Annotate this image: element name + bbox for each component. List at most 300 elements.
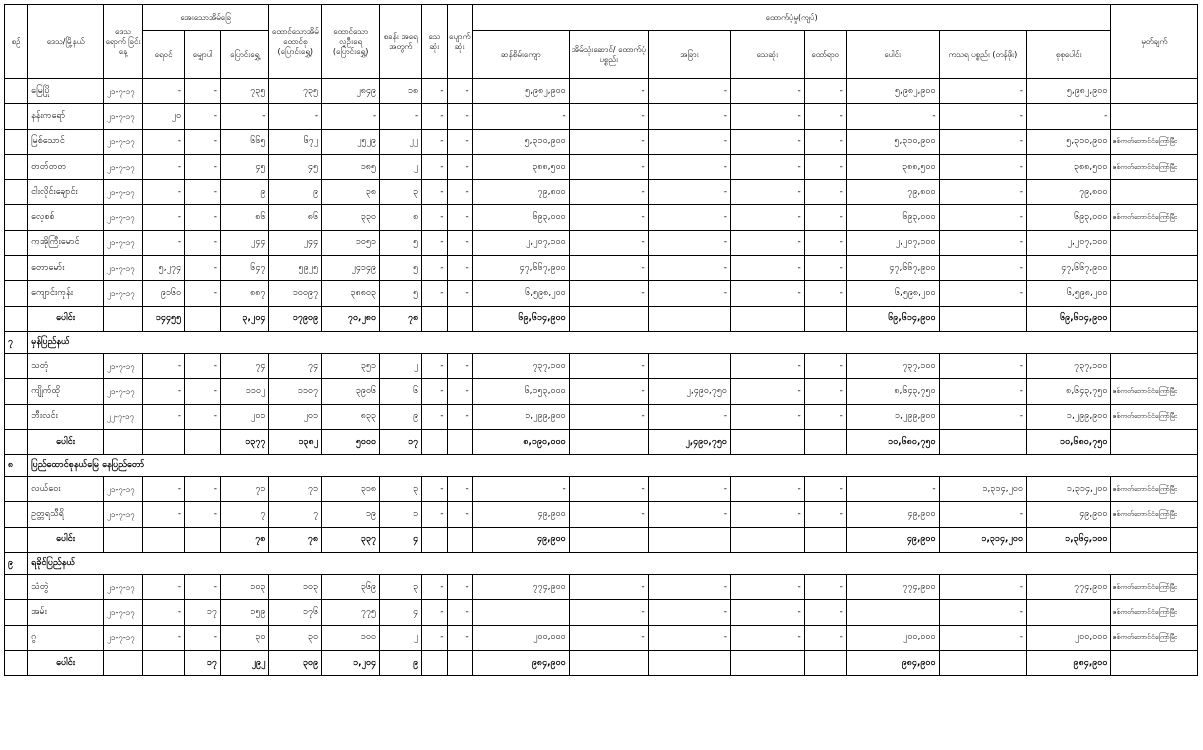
cell-camp: ၂၂: [380, 129, 422, 154]
cell-food: -: [569, 575, 648, 600]
cell-tot: -: [846, 104, 939, 129]
subtotal-gt: ၁,၃၆၄,၁၀၀: [1027, 527, 1111, 552]
cell-name: သံတွဲ: [28, 575, 104, 600]
cell-dead: -: [422, 353, 447, 378]
subtotal-b: [185, 527, 221, 552]
empty-cell: [5, 429, 28, 454]
cell-tot: ၂,၂၀၇,၁၀၀: [846, 230, 939, 255]
cell-date: ၂၁-၇-၁၇: [104, 180, 143, 205]
cell-note: ဧစ်ကတ်ဘောင်ငံကြော်မြီး: [1111, 129, 1198, 154]
cell-name: နန်းကရော်: [28, 104, 104, 129]
subtotal-tot: ၁၀,၆၈၀,၇၅၀: [846, 429, 939, 454]
cell-pop: ၈၃၃: [322, 404, 380, 429]
subtotal-c: ၁၃၇၇: [220, 429, 268, 454]
row-number-cell: [5, 477, 28, 502]
cell-pop: ၃၈၈၀၃: [322, 281, 380, 306]
cell-date: ၂၁-၇-၁၇: [104, 600, 143, 625]
cell-b: -: [185, 502, 221, 527]
cell-gt: ၄၉,၉၀၀: [1027, 502, 1111, 527]
subtotal-o2: [730, 650, 804, 675]
cell-a: -: [143, 575, 185, 600]
row-number-cell: [5, 79, 28, 104]
cell-cash: ၄၇,၆၆၇,၉၀၀: [472, 256, 569, 281]
cell-miss: -: [447, 129, 472, 154]
subtotal-cash: ၈,၁၉၀,၀၀၀: [472, 429, 569, 454]
cell-miss: -: [447, 600, 472, 625]
cell-hh: ၇၃၅: [269, 79, 322, 104]
cell-pop: ၁၈၅: [322, 154, 380, 179]
cell-o3: -: [804, 625, 846, 650]
subtotal-gt: ၁၀,၆၈၀,၇၅၀: [1027, 429, 1111, 454]
subtotal-a: ၁၄၄၅၅: [143, 306, 185, 331]
cell-b: -: [185, 353, 221, 378]
subtotal-a: [143, 429, 185, 454]
table-row: [5, 575, 1198, 600]
cell-name: သတုံ: [28, 353, 104, 378]
cell-o2: -: [730, 404, 804, 429]
subtotal-name: ပေါင်း: [28, 527, 104, 552]
cell-cash: [472, 600, 569, 625]
cell-c: ၁၅၉: [220, 600, 268, 625]
cell-o1: -: [648, 404, 730, 429]
cell-hh: ၄၅: [269, 154, 322, 179]
cell-o4: -: [939, 404, 1026, 429]
cell-dead: -: [422, 379, 447, 404]
cell-o1: -: [648, 477, 730, 502]
subtotal-name: ပေါင်း: [28, 650, 104, 675]
cell-pop: ၃၁၈: [322, 477, 380, 502]
cell-miss: -: [447, 154, 472, 179]
cell-camp: ၂: [380, 625, 422, 650]
cell-date: ၂၁-၇-၁၇: [104, 129, 143, 154]
subtotal-o1: [648, 306, 730, 331]
cell-camp: ၆: [380, 379, 422, 404]
cell-name: ကျောင်းကုန်း: [28, 281, 104, 306]
cell-tot: ၇၃၇,၁၀၀: [846, 353, 939, 378]
subtotal-o2: [730, 306, 804, 331]
col-aid-other3-header: ထော်ရာဝ: [804, 31, 846, 79]
subtotal-dead: [422, 650, 447, 675]
subtotal-dead: [422, 429, 447, 454]
report-body: [5, 79, 1198, 676]
cell-o1: -: [648, 129, 730, 154]
cell-miss: -: [447, 205, 472, 230]
col-washed-header: မျှောပါ: [185, 31, 221, 79]
cell-tot: [846, 600, 939, 625]
cell-c: ၂၄၄: [220, 230, 268, 255]
subtotal-note: [1111, 429, 1198, 454]
cell-name: ငါးလိုင်းချောင်း: [28, 180, 104, 205]
cell-dead: -: [422, 600, 447, 625]
cell-miss: -: [447, 477, 472, 502]
cell-food: -: [569, 477, 648, 502]
col-remarks-header: မှတ်ချက်: [1111, 5, 1198, 79]
section-header-row: [5, 455, 1198, 477]
subtotal-dead: [422, 527, 447, 552]
cell-date: ၂၁-၇-၁၇: [104, 625, 143, 650]
subtotal-row: [5, 429, 1198, 454]
cell-o4: -: [939, 104, 1026, 129]
subtotal-o4: ၁,၃၁၄,၂၀၀: [939, 527, 1026, 552]
cell-cash: ၂၀၀,၀၀၀: [472, 625, 569, 650]
cell-c: ၉: [220, 180, 268, 205]
cell-o4: -: [939, 154, 1026, 179]
empty-cell: [104, 527, 143, 552]
table-row: [5, 230, 1198, 255]
cell-cash: ၆,၁၅၃,၀၀၀: [472, 379, 569, 404]
cell-note: [1111, 353, 1198, 378]
cell-o1: -: [648, 79, 730, 104]
subtotal-b: [185, 306, 221, 331]
section-title: ရခိုင်ပြည်နယ်: [28, 553, 1198, 575]
cell-date: ၂၁-၇-၁၇: [104, 205, 143, 230]
row-number-cell: [5, 625, 28, 650]
cell-note: ဧစ်ကတ်ဘောင်ငံကြော်မြီး: [1111, 205, 1198, 230]
row-number-cell: [5, 180, 28, 205]
cell-cash: ၁,၂၉၉,၉၀၀: [472, 404, 569, 429]
table-row: [5, 154, 1198, 179]
cell-food: -: [569, 129, 648, 154]
cell-o1: -: [648, 281, 730, 306]
subtotal-o3: [804, 527, 846, 552]
cell-dead: -: [422, 79, 447, 104]
cell-a: ၂၀: [143, 104, 185, 129]
cell-food: -: [569, 79, 648, 104]
aid-group-header: ထောက်ပံ့မှု(ကျပ်): [472, 5, 1111, 31]
cell-o2: -: [730, 79, 804, 104]
cell-hh: ၁၀၃: [269, 575, 322, 600]
row-number-cell: [5, 256, 28, 281]
cell-pop: ၇၇၅: [322, 600, 380, 625]
cell-b: -: [185, 256, 221, 281]
cell-cash: ၃၈၈,၅၀၀: [472, 154, 569, 179]
section-title: မှန်ပြည်နယ်: [28, 331, 1198, 353]
subtotal-miss: [447, 650, 472, 675]
cell-o1: -: [648, 154, 730, 179]
table-row: [5, 281, 1198, 306]
subtotal-food: [569, 527, 648, 552]
cell-dead: -: [422, 129, 447, 154]
subtotal-miss: [447, 527, 472, 552]
cell-dead: -: [422, 625, 447, 650]
cell-food: -: [569, 281, 648, 306]
cell-o4: -: [939, 256, 1026, 281]
row-number-cell: [5, 104, 28, 129]
cell-cash: ၇၉,၈၀၀: [472, 180, 569, 205]
subtotal-o1: [648, 650, 730, 675]
cell-pop: ၂၄၁၄၉: [322, 256, 380, 281]
cell-name: ကအိုကြီးမောင်: [28, 230, 104, 255]
subtotal-note: [1111, 527, 1198, 552]
row-number-cell: [5, 404, 28, 429]
cell-hh: ၈၆: [269, 205, 322, 230]
cell-dead: -: [422, 230, 447, 255]
cell-o4: -: [939, 180, 1026, 205]
cell-pop: ၁၀၅၁: [322, 230, 380, 255]
subtotal-note: [1111, 306, 1198, 331]
empty-cell: [5, 527, 28, 552]
col-aid-other2-header: သေဆုံး: [730, 31, 804, 79]
cell-dead: -: [422, 281, 447, 306]
row-number-cell: [5, 600, 28, 625]
subtotal-o3: [804, 650, 846, 675]
section-title: ပြည်ထောင်စုနယ်မြေ နေပြည်တော်: [28, 455, 1198, 477]
cell-pop: ၃၉၀၆: [322, 379, 380, 404]
cell-note: [1111, 104, 1198, 129]
subtotal-row: [5, 527, 1198, 552]
cell-c: ၆၄၇: [220, 256, 268, 281]
subtotal-a: [143, 527, 185, 552]
cell-note: ဧစ်ကတ်ဘောင်ငံကြော်မြီး: [1111, 625, 1198, 650]
cell-food: -: [569, 180, 648, 205]
cell-c: ၇၁: [220, 477, 268, 502]
section-number: ၈: [5, 455, 28, 477]
cell-a: -: [143, 625, 185, 650]
flood-relief-report-sheet: [4, 4, 1198, 676]
cell-o2: -: [730, 180, 804, 205]
cell-o4: -: [939, 379, 1026, 404]
cell-o3: -: [804, 477, 846, 502]
cell-tot: ၄၉,၉၀၀: [846, 502, 939, 527]
subtotal-o3: [804, 429, 846, 454]
cell-o4: -: [939, 281, 1026, 306]
cell-cash: ၆,၅၉၈,၂၀၀: [472, 281, 569, 306]
cell-o1: -: [648, 104, 730, 129]
row-number-cell: [5, 281, 28, 306]
cell-gt: ၁,၂၉၉,၉၀၀: [1027, 404, 1111, 429]
subtotal-tot: ၉၈၄,၉၀၀: [846, 650, 939, 675]
cell-a: -: [143, 230, 185, 255]
table-row: [5, 353, 1198, 378]
cell-o3: -: [804, 104, 846, 129]
cell-c: ၂၀၁: [220, 404, 268, 429]
cell-gt: ၁,၃၁၄,၂၀၀: [1027, 477, 1111, 502]
cell-tot: ၃၈၈,၅၀၀: [846, 154, 939, 179]
table-row: [5, 379, 1198, 404]
cell-o2: -: [730, 281, 804, 306]
cell-c: ၃၀: [220, 625, 268, 650]
cell-c: -: [220, 104, 268, 129]
cell-hh: ၅၉၂၅: [269, 256, 322, 281]
cell-pop: ၃၅၁: [322, 353, 380, 378]
cell-gt: ၆၉၃,၀၀၀: [1027, 205, 1111, 230]
cell-cash: ၇၇၄,၉၀၀: [472, 575, 569, 600]
cell-o2: -: [730, 502, 804, 527]
cell-date: ၂၁-၇-၁၇: [104, 230, 143, 255]
cell-food: -: [569, 154, 648, 179]
cell-o4: -: [939, 575, 1026, 600]
cell-o4: -: [939, 600, 1026, 625]
subtotal-note: [1111, 650, 1198, 675]
cell-a: -: [143, 502, 185, 527]
cell-a: -: [143, 353, 185, 378]
cell-camp: ၅: [380, 256, 422, 281]
cell-gt: ၃၈၈,၅၀၀: [1027, 154, 1111, 179]
table-row: [5, 129, 1198, 154]
subtotal-o4: [939, 306, 1026, 331]
cell-pop: ၃၈: [322, 180, 380, 205]
cell-gt: ၇၉,၈၀၀: [1027, 180, 1111, 205]
cell-b: -: [185, 575, 221, 600]
cell-date: ၂၁-၇-၁၇: [104, 477, 143, 502]
cell-o1: -: [648, 180, 730, 205]
subtotal-tot: ၄၉,၉၀၀: [846, 527, 939, 552]
cell-dead: -: [422, 404, 447, 429]
subtotal-row: [5, 650, 1198, 675]
cell-tot: ၆၉၃,၀၀၀: [846, 205, 939, 230]
cell-b: -: [185, 205, 221, 230]
cell-food: -: [569, 625, 648, 650]
cell-o1: ၂,၄၉၀,၇၅၀: [648, 379, 730, 404]
cell-note: ဧစ်ကတ်ဘောင်ငံကြော်မြီး: [1111, 154, 1198, 179]
cell-pop: ၃၃၀: [322, 205, 380, 230]
subtotal-camp: ၁၇: [380, 429, 422, 454]
col-grand-total-header: စုစုပေါင်း: [1027, 31, 1111, 79]
subtotal-miss: [447, 429, 472, 454]
subtotal-o2: [730, 429, 804, 454]
cell-o4: -: [939, 129, 1026, 154]
cell-note: [1111, 79, 1198, 104]
subtotal-hh: ၃၀၉: [269, 650, 322, 675]
cell-b: -: [185, 129, 221, 154]
cell-pop: ၁၉: [322, 502, 380, 527]
cell-c: ၁၁၀၂: [220, 379, 268, 404]
cell-o3: -: [804, 600, 846, 625]
cell-camp: ၉: [380, 404, 422, 429]
cell-o2: -: [730, 205, 804, 230]
subtotal-pop: ၁,၂၀၄: [322, 650, 380, 675]
cell-b: -: [185, 79, 221, 104]
table-row: [5, 79, 1198, 104]
cell-pop: ၂၅၂၉: [322, 129, 380, 154]
col-dead-header: သေ ဆုံး: [422, 5, 447, 79]
cell-o2: -: [730, 600, 804, 625]
cell-food: -: [569, 104, 648, 129]
cell-b: -: [185, 379, 221, 404]
col-aid-cash-header: ဆန်စိမ်းကျော: [472, 31, 569, 79]
cell-cash: -: [472, 104, 569, 129]
cell-note: [1111, 180, 1198, 205]
cell-b: -: [185, 477, 221, 502]
cell-o1: -: [648, 502, 730, 527]
cell-camp: -: [380, 104, 422, 129]
cell-a: -: [143, 404, 185, 429]
cell-b: -: [185, 230, 221, 255]
cell-camp: ၈: [380, 205, 422, 230]
table-row: [5, 502, 1198, 527]
subtotal-camp: ၄: [380, 527, 422, 552]
subtotal-miss: [447, 306, 472, 331]
cell-gt: ၂၀၀,၀၀၀: [1027, 625, 1111, 650]
subtotal-cash: ၆၉,၆၁၄,၉၀၀: [472, 306, 569, 331]
cell-note: ဧစ်ကတ်ဘောင်ငံကြော်မြီး: [1111, 477, 1198, 502]
cell-date: ၂၁-၇-၁၇: [104, 502, 143, 527]
cell-o2: -: [730, 230, 804, 255]
cell-camp: ၂: [380, 154, 422, 179]
cell-c: ၈၈၇: [220, 281, 268, 306]
cell-food: -: [569, 502, 648, 527]
cell-date: ၂၁-၇-၁၇: [104, 379, 143, 404]
cell-food: -: [569, 600, 648, 625]
cell-note: ဧစ်ကတ်ဘောင်ငံကြော်မြီး: [1111, 600, 1198, 625]
cell-o4: -: [939, 502, 1026, 527]
empty-cell: [104, 306, 143, 331]
cell-o2: -: [730, 256, 804, 281]
subtotal-cash: ၄၉,၉၀၀: [472, 527, 569, 552]
subtotal-gt: ၉၈၄,၉၀၀: [1027, 650, 1111, 675]
cell-tot: ၇၉,၈၀၀: [846, 180, 939, 205]
cell-o4: -: [939, 353, 1026, 378]
cell-cash: ၆၉၃,၀၀၀: [472, 205, 569, 230]
col-no-header: စဉ်: [5, 5, 28, 79]
cell-miss: -: [447, 575, 472, 600]
subtotal-pop: ၅၀၀၀: [322, 429, 380, 454]
cell-c: ၆၆၅: [220, 129, 268, 154]
cell-o3: -: [804, 205, 846, 230]
cell-tot: ၇၇၄,၉၀၀: [846, 575, 939, 600]
cell-miss: -: [447, 281, 472, 306]
subtotal-row: [5, 306, 1198, 331]
col-missing-header: ပျောက် ဆုံး: [447, 5, 472, 79]
cell-date: ၂၁-၇-၁၇: [104, 104, 143, 129]
subtotal-b: [185, 429, 221, 454]
cell-pop: ၃၆၉: [322, 575, 380, 600]
cell-hh: ၁၀၀၉၇: [269, 281, 322, 306]
cell-tot: ၅,၉၈၂,၉၀၀: [846, 79, 939, 104]
cell-date: ၂၁-၇-၁၇: [104, 281, 143, 306]
subtotal-b: ၁၇: [185, 650, 221, 675]
cell-cash: ၄၉,၉၀၀: [472, 502, 569, 527]
cell-camp: ၃: [380, 180, 422, 205]
table-row: [5, 404, 1198, 429]
subtotal-a: [143, 650, 185, 675]
cell-o2: -: [730, 379, 804, 404]
cell-a: -: [143, 477, 185, 502]
cell-pop: ၂၈၄၉: [322, 79, 380, 104]
subtotal-o4: [939, 429, 1026, 454]
cell-note: ဧစ်ကတ်ဘောင်ငံကြော်မြီး: [1111, 379, 1198, 404]
cell-c: ၇၃၅: [220, 79, 268, 104]
cell-dead: -: [422, 575, 447, 600]
cell-gt: ၅,၃၁၀,၉၀၀: [1027, 129, 1111, 154]
cell-food: -: [569, 404, 648, 429]
cell-cash: -: [472, 477, 569, 502]
cell-name: တတ်တတ: [28, 154, 104, 179]
subtotal-name: ပေါင်း: [28, 306, 104, 331]
col-relocated-header: ပြောင်းရွှေ့: [220, 31, 268, 79]
cell-b: -: [185, 104, 221, 129]
cell-o3: -: [804, 129, 846, 154]
cell-miss: -: [447, 230, 472, 255]
cell-name: မြေပြို: [28, 79, 104, 104]
table-row: [5, 205, 1198, 230]
section-header-row: [5, 553, 1198, 575]
col-aid-other4-header: ကသရ ပစ္စည်း (တန်ဖိုး): [939, 31, 1026, 79]
cell-camp: ၂: [380, 353, 422, 378]
empty-cell: [5, 650, 28, 675]
cell-o1: -: [648, 230, 730, 255]
cell-b: ၁၇: [185, 600, 221, 625]
cell-a: ၉၁၆၀: [143, 281, 185, 306]
subtotal-o1: [648, 527, 730, 552]
cell-gt: ၅,၉၈၂,၉၀၀: [1027, 79, 1111, 104]
cell-o4: -: [939, 230, 1026, 255]
col-aid-food-header: အိမ်သုံးဆောင်/ ထောက်ပံ့ပစ္စည်း: [569, 31, 648, 79]
empty-cell: [104, 429, 143, 454]
cell-b: -: [185, 180, 221, 205]
cell-miss: -: [447, 79, 472, 104]
table-row: [5, 104, 1198, 129]
